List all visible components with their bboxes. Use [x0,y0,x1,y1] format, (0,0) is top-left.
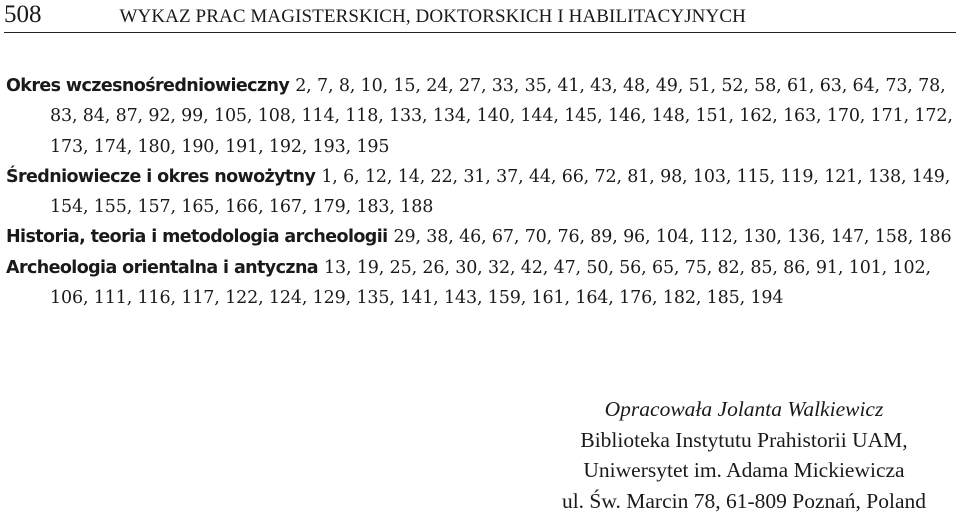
index-entry-title: Średniowiecze i okres nowożytny [6,166,316,187]
index-entry-title: Okres wczesnośredniowieczny [6,76,290,96]
index-entry [6,162,956,223]
index-entry-title: Historia, teoria i metodologia archeologii [6,227,388,248]
index-entry-title: Archeologia orientalna i antyczna [6,257,319,278]
index-entry-numbers: 2, 7, 8, 10, 15, 24, 27, 33, 35, 41, 43, 48, 49, 51, 52, 58, 61, 63, 64, 73, 78, 83, 84, 87, 92, 99, 105, 108, 114, 118, 133, 134, 140, 144, 145, 146, 148, 151, 162, 163, 170, 171, 172, 173, 174, 180, 190, 191, 192, 193, 195 [50,76,953,157]
postal-address: ul. Św. Marcin 78, 61-809 Poznań, Poland [561,488,927,513]
index-entry [6,71,956,162]
institution-name: Biblioteka Instytutu Prahistorii UAM, [580,427,908,452]
index-entry-numbers: 29, 38, 46, 67, 70, 76, 89, 96, 104, 112, 130, 136, 147, 158, 186 [393,227,952,248]
running-head [4,0,956,33]
compiler-signature [534,394,954,516]
subject-index [6,71,956,313]
index-entry [6,222,956,252]
page-number: 508 [4,1,42,28]
running-title: WYKAZ PRAC MAGISTERSKICH, DOKTORSKICH I HABILITACYJNYCH [119,6,746,27]
index-entry [6,253,956,314]
university-name: Uniwersytet im. Adama Mickiewicza [583,458,905,482]
index-entry-numbers: 1, 6, 12, 14, 22, 31, 37, 44, 66, 72, 81, 98, 103, 115, 119, 121, 138, 149, 154, 155, 157, 165, 166, 167, 179, 183, 188 [50,166,951,218]
index-entry-numbers: 13, 19, 25, 26, 30, 32, 42, 47, 50, 56, 65, 75, 82, 85, 86, 91, 101, 102, 106, 111, 116, 117, 122, 124, 129, 135, 141, 143, 159, 161, 164, 176, 182, 185, 194 [50,257,931,309]
compiler-name: Opracowała Jolanta Walkiewicz [604,397,884,421]
